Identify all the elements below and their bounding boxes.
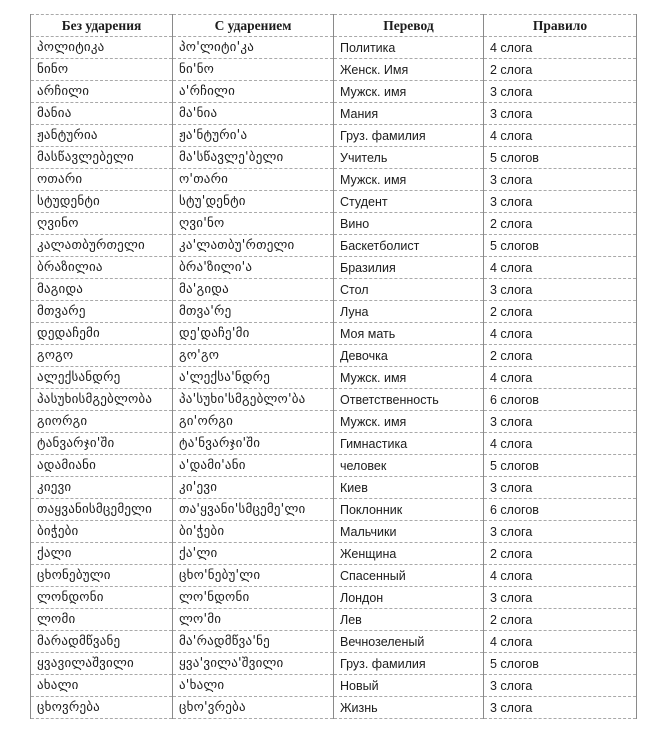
georgian-word-cell: კიევი [31, 477, 173, 499]
translation-cell: Девочка [334, 345, 484, 367]
table-row [31, 675, 637, 697]
table-row [31, 543, 637, 565]
table-row [31, 103, 637, 125]
georgian-word-cell: მარადმწვანე [31, 631, 173, 653]
translation-cell: Баскетболист [334, 235, 484, 257]
georgian-word-cell: ცხონებული [31, 565, 173, 587]
table-row [31, 235, 637, 257]
translation-cell: Лев [334, 609, 484, 631]
stressed-word-cell: კა'ლათბუ'რთელი [173, 235, 334, 257]
translation-cell: Мужск. имя [334, 411, 484, 433]
table-header [31, 15, 637, 37]
translation-cell: Луна [334, 301, 484, 323]
rule-cell: 2 слога [484, 345, 637, 367]
stressed-word-cell: ტა'ნვარჯი'ში [173, 433, 334, 455]
translation-cell: Вино [334, 213, 484, 235]
translation-cell: Женск. Имя [334, 59, 484, 81]
table-row [31, 345, 637, 367]
rule-cell: 4 слога [484, 37, 637, 59]
translation-cell: Мужск. имя [334, 81, 484, 103]
stressed-word-cell: მა'რადმწვა'ნე [173, 631, 334, 653]
table-row [31, 411, 637, 433]
translation-cell: Спасенный [334, 565, 484, 587]
stressed-word-cell: ქა'ლი [173, 543, 334, 565]
georgian-word-cell: ახალი [31, 675, 173, 697]
rule-cell: 4 слога [484, 631, 637, 653]
georgian-word-cell: კალათბურთელი [31, 235, 173, 257]
translation-cell: Новый [334, 675, 484, 697]
rule-cell: 3 слога [484, 169, 637, 191]
rule-cell: 6 слогов [484, 389, 637, 411]
translation-cell: Мальчики [334, 521, 484, 543]
table-row [31, 477, 637, 499]
georgian-word-cell: პოლიტიკა [31, 37, 173, 59]
translation-cell: Груз. фамилия [334, 125, 484, 147]
translation-cell: Студент [334, 191, 484, 213]
rule-cell: 5 слогов [484, 235, 637, 257]
translation-cell: Вечнозеленый [334, 631, 484, 653]
georgian-word-cell: ქალი [31, 543, 173, 565]
georgian-word-cell: ჟანტურია [31, 125, 173, 147]
georgian-word-cell: პასუხისმგებლობა [31, 389, 173, 411]
table-row [31, 169, 637, 191]
georgian-word-cell: მანია [31, 103, 173, 125]
georgian-word-cell: გიორგი [31, 411, 173, 433]
rule-cell: 4 слога [484, 257, 637, 279]
translation-cell: Ответственность [334, 389, 484, 411]
translation-cell: Поклонник [334, 499, 484, 521]
rule-cell: 5 слогов [484, 653, 637, 675]
table-row [31, 279, 637, 301]
rule-cell: 3 слога [484, 587, 637, 609]
stressed-word-cell: ბი'ჭები [173, 521, 334, 543]
stressed-word-cell: მა'სწავლე'ბელი [173, 147, 334, 169]
table-row [31, 323, 637, 345]
stressed-word-cell: ო'თარი [173, 169, 334, 191]
georgian-word-cell: თაყვანისმცემელი [31, 499, 173, 521]
stressed-word-cell: ა'ლექსა'ნდრე [173, 367, 334, 389]
table-row [31, 587, 637, 609]
stressed-word-cell: მა'ნია [173, 103, 334, 125]
georgian-word-cell: გოგო [31, 345, 173, 367]
stressed-word-cell: მთვა'რე [173, 301, 334, 323]
translation-cell: Женщина [334, 543, 484, 565]
stressed-word-cell: პო'ლიტი'კა [173, 37, 334, 59]
translation-cell: Моя мать [334, 323, 484, 345]
table-row [31, 257, 637, 279]
translation-cell: человек [334, 455, 484, 477]
table-body [31, 37, 637, 719]
column-header-translation: Перевод [334, 15, 484, 37]
column-header-rule: Правило [484, 15, 637, 37]
table-row [31, 367, 637, 389]
translation-cell: Мужск. имя [334, 367, 484, 389]
georgian-word-cell: ბრაზილია [31, 257, 173, 279]
stressed-word-cell: ბრა'ზილი'ა [173, 257, 334, 279]
stressed-word-cell: ცხო'ვრება [173, 697, 334, 719]
stressed-word-cell: დე'დაჩე'მი [173, 323, 334, 345]
georgian-word-cell: ბიჭები [31, 521, 173, 543]
translation-cell: Учитель [334, 147, 484, 169]
georgian-word-cell: ღვინო [31, 213, 173, 235]
table-row [31, 455, 637, 477]
table-row [31, 81, 637, 103]
translation-cell: Политика [334, 37, 484, 59]
table-row [31, 433, 637, 455]
table-row [31, 697, 637, 719]
table-row [31, 653, 637, 675]
stressed-word-cell: გი'ორგი [173, 411, 334, 433]
georgian-word-cell: ადამიანი [31, 455, 173, 477]
georgian-word-cell: მასწავლებელი [31, 147, 173, 169]
rule-cell: 4 слога [484, 125, 637, 147]
stressed-word-cell: სტუ'დენტი [173, 191, 334, 213]
stressed-word-cell: კი'ევი [173, 477, 334, 499]
table-row [31, 565, 637, 587]
rule-cell: 4 слога [484, 323, 637, 345]
rule-cell: 5 слогов [484, 455, 637, 477]
georgian-word-cell: ყვავილაშვილი [31, 653, 173, 675]
georgian-word-cell: მთვარე [31, 301, 173, 323]
stressed-word-cell: ღვი'ნო [173, 213, 334, 235]
table-row [31, 59, 637, 81]
table-row [31, 521, 637, 543]
georgian-word-cell: ოთარი [31, 169, 173, 191]
stressed-word-cell: ა'რჩილი [173, 81, 334, 103]
table-row [31, 37, 637, 59]
table-row [31, 389, 637, 411]
stressed-word-cell: ა'ხალი [173, 675, 334, 697]
vocabulary-table [30, 14, 637, 719]
table-row [31, 213, 637, 235]
rule-cell: 3 слога [484, 81, 637, 103]
georgian-word-cell: ნინო [31, 59, 173, 81]
table-row [31, 499, 637, 521]
rule-cell: 2 слога [484, 609, 637, 631]
rule-cell: 2 слога [484, 543, 637, 565]
stressed-word-cell: პა'სუხი'სმგებლო'ბა [173, 389, 334, 411]
column-header-stressed: С ударением [173, 15, 334, 37]
rule-cell: 6 слогов [484, 499, 637, 521]
table-row [31, 191, 637, 213]
column-header-word: Без ударения [31, 15, 173, 37]
table-row [31, 147, 637, 169]
table-row [31, 609, 637, 631]
table-row [31, 125, 637, 147]
stressed-word-cell: ლო'ნდონი [173, 587, 334, 609]
translation-cell: Стол [334, 279, 484, 301]
georgian-word-cell: ლომი [31, 609, 173, 631]
stressed-word-cell: თა'ყვანი'სმცემე'ლი [173, 499, 334, 521]
rule-cell: 3 слога [484, 103, 637, 125]
rule-cell: 3 слога [484, 411, 637, 433]
stressed-word-cell: ცხო'ნებუ'ლი [173, 565, 334, 587]
rule-cell: 2 слога [484, 59, 637, 81]
table-row [31, 301, 637, 323]
translation-cell: Гимнастика [334, 433, 484, 455]
stressed-word-cell: გო'გო [173, 345, 334, 367]
georgian-word-cell: ლონდონი [31, 587, 173, 609]
rule-cell: 5 слогов [484, 147, 637, 169]
georgian-word-cell: ალექსანდრე [31, 367, 173, 389]
translation-cell: Лондон [334, 587, 484, 609]
translation-cell: Жизнь [334, 697, 484, 719]
translation-cell: Киев [334, 477, 484, 499]
georgian-word-cell: ცხოვრება [31, 697, 173, 719]
stressed-word-cell: ა'დამი'ანი [173, 455, 334, 477]
rule-cell: 4 слога [484, 433, 637, 455]
translation-cell: Мужск. имя [334, 169, 484, 191]
georgian-word-cell: არჩილი [31, 81, 173, 103]
translation-cell: Мания [334, 103, 484, 125]
stressed-word-cell: მა'გიდა [173, 279, 334, 301]
translation-cell: Бразилия [334, 257, 484, 279]
rule-cell: 3 слога [484, 477, 637, 499]
georgian-word-cell: დედაჩემი [31, 323, 173, 345]
translation-cell: Груз. фамилия [334, 653, 484, 675]
header-row [31, 15, 637, 37]
stressed-word-cell: ყვა'ვილა'შვილი [173, 653, 334, 675]
rule-cell: 3 слога [484, 675, 637, 697]
rule-cell: 3 слога [484, 279, 637, 301]
rule-cell: 3 слога [484, 697, 637, 719]
rule-cell: 2 слога [484, 301, 637, 323]
rule-cell: 4 слога [484, 565, 637, 587]
georgian-word-cell: მაგიდა [31, 279, 173, 301]
rule-cell: 2 слога [484, 213, 637, 235]
georgian-word-cell: სტუდენტი [31, 191, 173, 213]
rule-cell: 3 слога [484, 521, 637, 543]
stressed-word-cell: ნი'ნო [173, 59, 334, 81]
stressed-word-cell: ლო'მი [173, 609, 334, 631]
table-row [31, 631, 637, 653]
rule-cell: 3 слога [484, 191, 637, 213]
rule-cell: 4 слога [484, 367, 637, 389]
georgian-word-cell: ტანვარჯი'ში [31, 433, 173, 455]
stressed-word-cell: ჟა'ნტური'ა [173, 125, 334, 147]
